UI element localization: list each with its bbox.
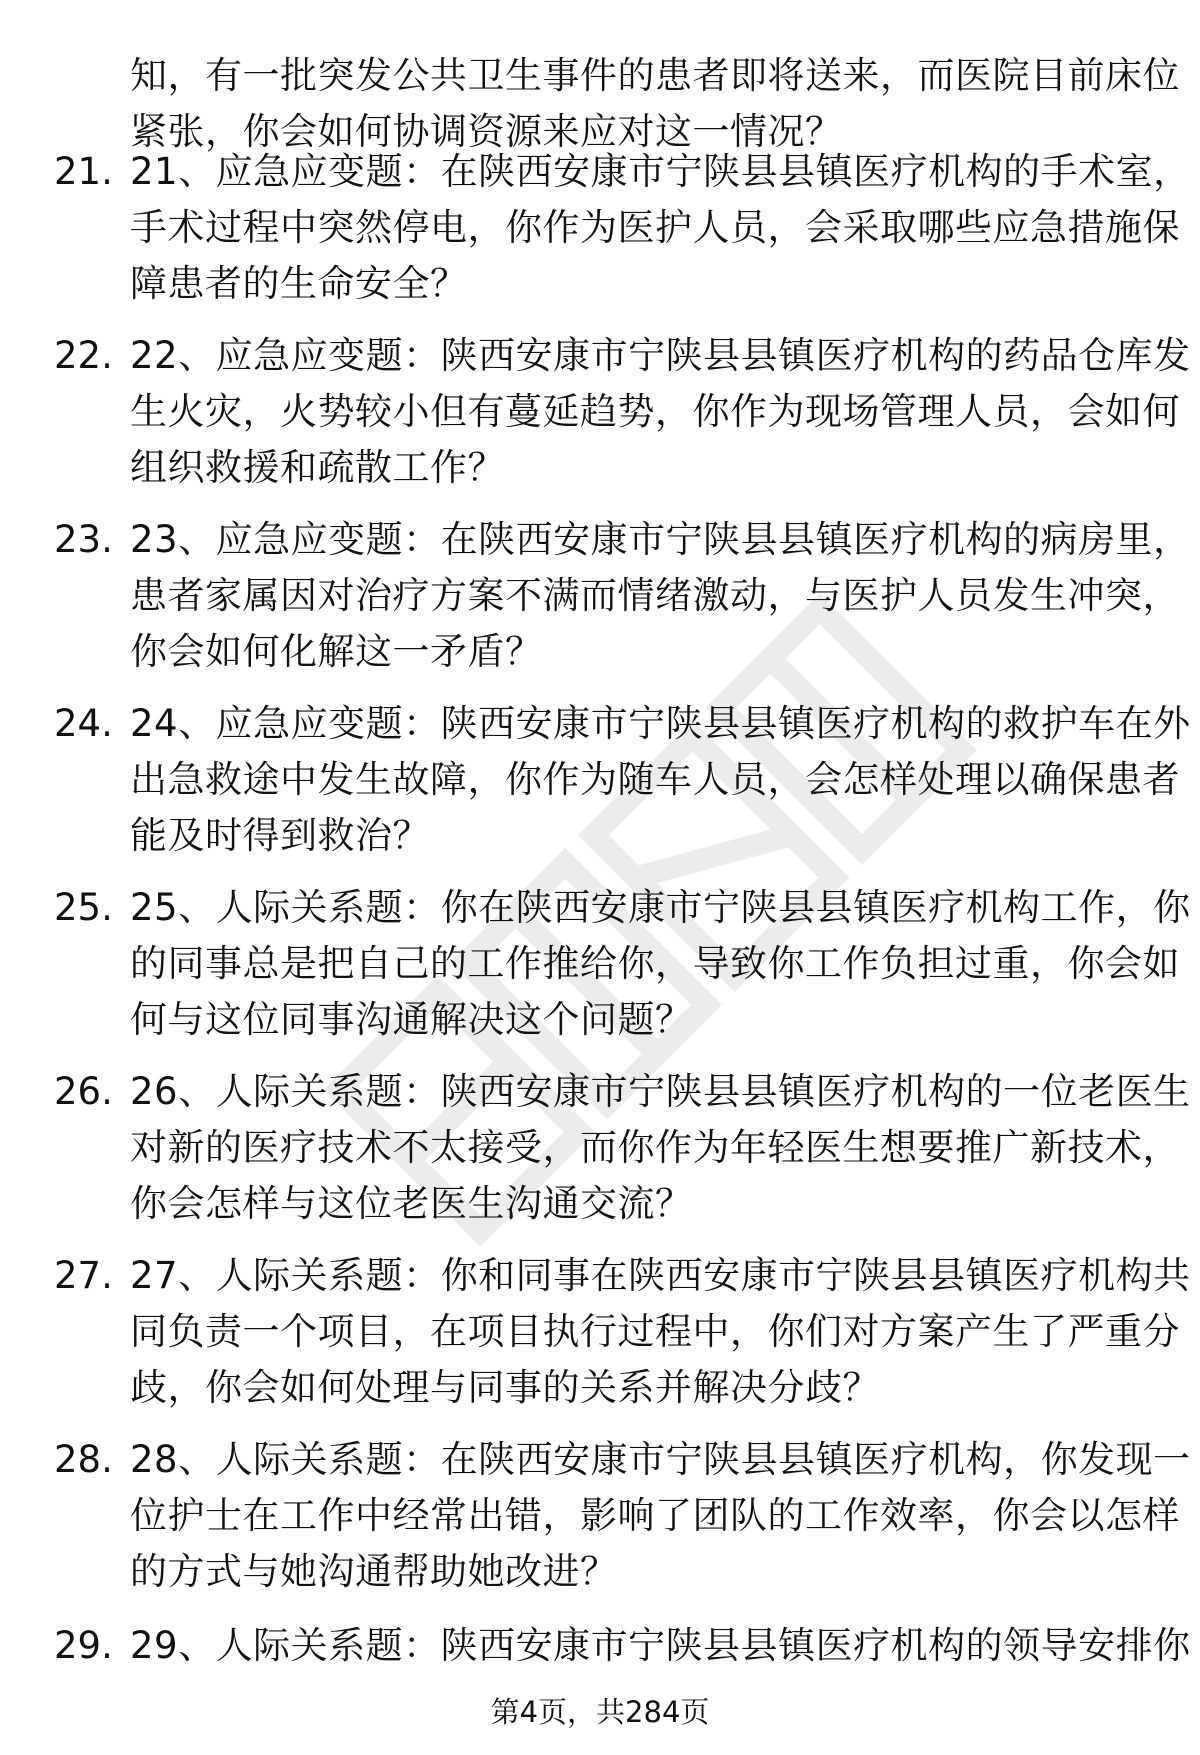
question-line: 生火灾，火势较小但有蔓延趋势，你作为现场管理人员，会如何 [130, 390, 1180, 433]
question-line: 23、应急应变题：在陕西安康市宁陕县县镇医疗机构的病房里， [130, 518, 1191, 561]
item-number: 25. [54, 886, 113, 929]
item-number: 23. [54, 518, 113, 561]
question-line: 27、人际关系题：你和同事在陕西安康市宁陕县县镇医疗机构共 [130, 1254, 1191, 1297]
question-item [130, 1432, 1191, 1600]
item-number: 26. [54, 1070, 113, 1113]
question-item [130, 328, 1191, 496]
question-line: 同负责一个项目，在项目执行过程中，你们对方案产生了严重分 [130, 1310, 1180, 1353]
question-line: 的同事总是把自己的工作推给你，导致你工作负担过重，你会如 [130, 942, 1180, 985]
question-item [130, 512, 1191, 680]
intro-line: 紧张，你会如何协调资源来应对这一情况？ [130, 110, 843, 153]
question-line: 24、应急应变题：陕西安康市宁陕县县镇医疗机构的救护车在外 [130, 702, 1191, 745]
intro-line: 知，有一批突发公共卫生事件的患者即将送来，而医院目前床位 [130, 54, 1180, 97]
question-line: 你会如何化解这一矛盾？ [130, 630, 543, 673]
question-line: 障患者的生命安全？ [130, 262, 468, 305]
question-line: 21、应急应变题：在陕西安康市宁陕县县镇医疗机构的手术室， [130, 150, 1191, 193]
question-line: 28、人际关系题：在陕西安康市宁陕县县镇医疗机构，你发现一 [130, 1438, 1191, 1481]
question-line: 组织救援和疏散工作？ [130, 446, 505, 489]
question-line: 你会怎样与这位老医生沟通交流？ [130, 1182, 693, 1225]
item-number: 22. [54, 334, 113, 377]
page-number-footer: 第4页，共284页 [490, 1695, 710, 1729]
item-number: 24. [54, 702, 113, 745]
question-line: 出急救途中发生故障，你作为随车人员，会怎样处理以确保患者 [130, 758, 1180, 801]
item-number: 28. [54, 1438, 113, 1481]
question-item [130, 1618, 1191, 1674]
question-line: 的方式与她沟通帮助她改进？ [130, 1550, 618, 1593]
question-line: 26、人际关系题：陕西安康市宁陕县县镇医疗机构的一位老医生 [130, 1070, 1191, 1113]
question-line: 能及时得到救治？ [130, 814, 430, 857]
question-line: 对新的医疗技术不太接受，而你作为年轻医生想要推广新技术， [130, 1126, 1180, 1169]
question-line: 患者家属因对治疗方案不满而情绪激动，与医护人员发生冲突， [130, 574, 1180, 617]
question-line: 歧，你会如何处理与同事的关系并解决分歧？ [130, 1366, 880, 1409]
question-item [130, 880, 1191, 1048]
question-line: 手术过程中突然停电，你作为医护人员，会采取哪些应急措施保 [130, 206, 1180, 249]
question-item [130, 144, 1191, 312]
question-item [130, 1064, 1191, 1232]
question-line: 29、人际关系题：陕西安康市宁陕县县镇医疗机构的领导安排你 [130, 1624, 1191, 1667]
question-line: 何与这位同事沟通解决这个问题？ [130, 998, 693, 1041]
question-item [130, 1248, 1191, 1416]
item-number: 27. [54, 1254, 113, 1297]
item-number: 21. [54, 150, 113, 193]
question-line: 22、应急应变题：陕西安康市宁陕县县镇医疗机构的药品仓库发 [130, 334, 1191, 377]
item-number: 29. [54, 1624, 113, 1667]
question-item [130, 696, 1191, 864]
question-line: 25、人际关系题：你在陕西安康市宁陕县县镇医疗机构工作，你 [130, 886, 1191, 929]
question-line: 位护士在工作中经常出错，影响了团队的工作效率，你会以怎样 [130, 1494, 1180, 1537]
